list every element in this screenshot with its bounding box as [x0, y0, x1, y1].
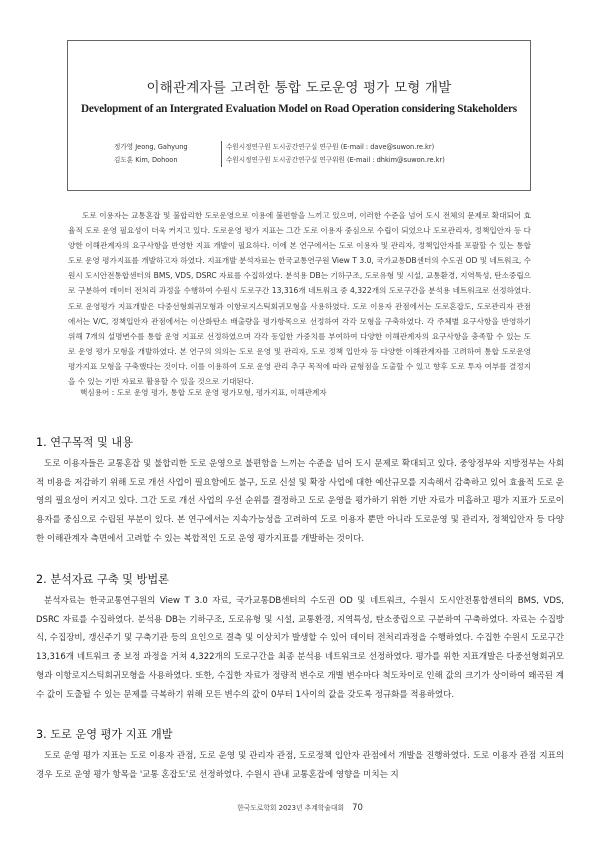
section-heading: 1. 연구목적 및 내용 — [36, 436, 133, 449]
author-divider — [221, 141, 222, 167]
author-affiliation: 수원시정연구원 도시공간연구실 연구위원 (E-mail : dhkim@suwon.re.kr) — [226, 156, 445, 164]
author-row — [68, 141, 530, 152]
keywords-line: 핵심용어 : 도로 운영 평가, 통합 도로 운영 평가모형, 평가지표, 이해관계자 — [80, 388, 327, 397]
author-name: 김도훈 Kim, Dohoon — [114, 156, 178, 164]
author-affiliation: 수원시정연구원 도시공간연구실 연구원 (E-mail : dave@suwon.re.kr) — [226, 143, 435, 151]
page-number: 70 — [352, 803, 363, 813]
author-row — [68, 154, 530, 165]
section-body: 도로 운영 평가 지표는 도로 이용자 관점, 도로 운영 및 관리자 관점, 도로정책 입안자 관점에서 개발을 진행하였다. 도로 이용자 관점 지표의 경우 도로 운영 평가 항목을 '교통 혼잡도'로 선정하였다. 수원시 관내 교통혼잡에 영향을 미치는 지 — [36, 751, 564, 780]
paper-title-english: Development of an Intergrated Evaluation Model on Road Operation considering Stakeholders — [81, 103, 517, 115]
abstract-text: 도로 이용자는 교통혼잡 및 불합리한 도로운영으로 이용에 불편함을 느끼고 있으며, 이러한 수준을 넘어 도시 전체의 문제로 확대되어 효율적 도로 운영 필요성이 더욱 커지고 있다. 도로운영 평가 지표는 그간 도로 이용자 중심으로 수립이 되었으나 도로관리자, 정책입안자 등 다양한 이해관계자의 요구사항을 반영한 지표 개발이 필요하다. 이에 본 연구에서는 도로 이용자 및 관리자, 정책입안자를 포괄할 수 있는 통합 도로 운영 평가지표를 개발하고자 하였다. 지표개발 분석자료는 한국교통연구원 View T 3.0, 국가교통DB센터의 수도권 OD 및 네트워크, 수원시 도시안전통합센터의 BMS, VDS, DSRC 자료를 수집하였다. 분석용 DB는 기하구조, 도로유형 및 시설, 교통환경, 지역특성, 탄소중립으로 구분하여 데이터 전처리 과정을 수행하여 수원시 도로구간 13,316개 네트워크 중 4,322개의 도로구간을 분석용 네트워크로 선정하였다. 도로 운영평가 지표개발은 다중선형회귀모형과 이항로지스틱회귀모형을 사용하였다. 도로 이용자 관점에서는 도로혼잡도, 도로관리자 관점에서는 V/C, 정책입안자 관점에서는 이산화탄소 배출량을 평가항목으로 선정하여 각각 모형을 구축하였다. 각 주체별 요구사항을 반영하기 위해 7개의 설명변수를 통합 운영 지표로 선정하였으며 각각 동일한 가중치를 부여하여 다양한 이해관계자의 요구사항을 충족할 수 있는 도로 운영 평가 모형을 개발하였다. 본 연구의 의의는 도로 운영 및 관리자, 도로 정책 입안자 등 다양한 이해관계자를 고려하여 통합 도로운영 평가지표 모형을 구축했다는 것이다. 이를 이용하여 도로 운영 관리 추구 목적에 따라 균형점을 도출할 수 있고 향후 도로 투자 여부를 결정지을 수 있는 기반 자료로 활용할 수 있을 것으로 기대된다. — [68, 211, 531, 387]
section-heading: 3. 도로 운영 평가 지표 개발 — [36, 728, 173, 741]
section-heading: 2. 분석자료 구축 및 방법론 — [36, 573, 169, 586]
paper-title-korean: 이해관계자를 고려한 통합 도로운영 평가 모형 개발 — [146, 80, 452, 96]
author-name: 정가영 Jeong, Gahyung — [114, 143, 188, 151]
title-box — [67, 40, 531, 191]
section-body: 도로 이용자들은 교통혼잡 및 불합리한 도로 운영으로 불편함을 느끼는 수준을 넘어 도시 문제로 확대되고 있다. 중앙정부와 지방정부는 사회적 비용을 저감하기 위해 도로 개선 사업이 필요함에도 불구, 도로 신설 및 확장 사업에 대한 예산규모를 지속해서 감축하고 있어 효율적 도로 운영의 필요성이 커지고 있다. 그간 도로 개선 사업의 우선 순위를 결정하고 도로 운영을 평가하기 위한 기반 자료가 미흡하고 평가 지표가 도로이용자를 중심으로 수립된 부분이 있다. 본 연구에서는 지속가능성을 고려하여 도로 이용자 뿐만 아니라 도로운영 및 관리자, 정책입안자 등 다양한 이해관계자 측면에서 고려할 수 있는 복합적인 도로 운영 평가지표를 개발하는 것이다. — [36, 459, 564, 544]
conference-name: 한국도로학회 2023년 추계학술대회 — [237, 804, 345, 812]
section-body: 분석자료는 한국교통연구원의 View T 3.0 자료, 국가교통DB센터의 수도권 OD 및 네트워크, 수원시 도시안전통합센터의 BMS, VDS, DSRC 자료를 수집하였다. 분석용 DB는 기하구조, 도로유형 및 시설, 교통환경, 지역특성, 탄소중립으로 구분하여 구축하였다. 자료는 수집방식, 수집장비, 갱신주기 및 구축기관 등의 요인으로 결측 및 이상치가 발생할 수 있어 데이터 전처리과정을 수행하였다. 수집한 수원시 도로구간 13,316개 네트워크 중 보정 과정을 거쳐 4,322개의 도로구간을 최종 분석용 네트워크로 선정하였다. 평가를 위한 지표개발은 다중선형회귀모형과 이항로지스틱회귀모형을 사용하였다. 또한, 수집한 자료가 정량적 변수로 개별 변수마다 척도차이로 인해 값의 크기가 상이하여 왜곡된 계수 값이 도출될 수 있는 문제를 극복하기 위해 모든 변수의 값이 0부터 1사이의 값을 갖도록 정규화를 적용하였다. — [36, 596, 564, 700]
page-footer — [0, 802, 600, 813]
